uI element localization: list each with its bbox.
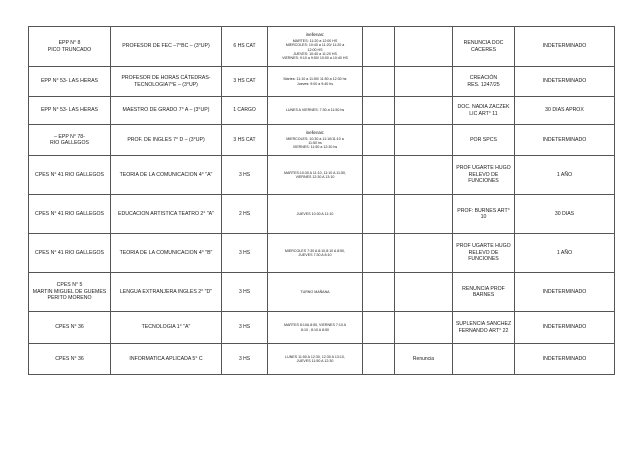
hours-cell xyxy=(222,125,268,156)
hours-cell xyxy=(222,156,268,195)
notes-line: RES. 1247/25 xyxy=(467,81,500,88)
table-row xyxy=(29,97,615,125)
schedule-cell xyxy=(268,234,363,273)
schedule-line: 12:00 HS xyxy=(307,47,323,52)
table-row xyxy=(29,125,615,156)
notes-line: BARNES xyxy=(472,292,495,298)
status-cell xyxy=(395,27,453,67)
status-cell xyxy=(395,273,453,312)
school-cell xyxy=(29,195,111,234)
school-cell xyxy=(29,67,111,97)
notes-cell xyxy=(453,312,515,344)
schedule-cell xyxy=(268,67,363,97)
hours-cell xyxy=(222,67,268,97)
school-line: CPES N° 41 RIO GALLEGOS xyxy=(35,249,104,256)
term-text: INDETERMINADO xyxy=(542,288,587,295)
extra-cell xyxy=(363,27,395,67)
status-cell xyxy=(395,234,453,273)
notes-line: SUPLENCIA SANCHEZ xyxy=(455,321,512,327)
school-line: EPP N° 53- LAS HERAS xyxy=(40,78,99,85)
term-text: INDETERMINADO xyxy=(542,324,587,331)
hours-text: 3 HS xyxy=(238,249,251,256)
term-cell xyxy=(515,312,615,344)
notes-line: RELEVO DE FUNCIONES xyxy=(468,249,499,263)
school-line: CPES N° 41 RIO GALLEGOS xyxy=(35,171,104,178)
role-line: TECNOLOGIA 1° "A" xyxy=(141,324,191,331)
role-line: TECNOLOGIA7°E – (3°UP) xyxy=(134,81,198,88)
hours-cell xyxy=(222,312,268,344)
school-cell xyxy=(29,97,111,125)
schedule-cell xyxy=(268,344,363,375)
schedule-line: 11:50 hs xyxy=(308,141,322,145)
schedule-line: JUEVES 7:30 A 8:10 xyxy=(298,253,332,257)
status-cell xyxy=(395,67,453,97)
status-cell xyxy=(395,156,453,195)
school-cell xyxy=(29,234,111,273)
hours-text: 3 HS CAT xyxy=(233,78,256,85)
schedule-line: LUNES A VIERNES: 7:30 a 11:50 hs xyxy=(285,108,345,113)
notes-line: RENUNCIA DOC xyxy=(463,40,504,46)
extra-cell xyxy=(363,273,395,312)
role-line: PROF. DE INGLES 7° D – (3°UP) xyxy=(127,136,205,143)
hours-text: 3 HS xyxy=(238,324,251,331)
hours-cell xyxy=(222,27,268,67)
term-text: 30 DIAS xyxy=(554,210,575,217)
schedule-line: Jueves: 9:00 a 9:40 hs xyxy=(296,81,334,86)
term-text: 30 DIAS APROX xyxy=(545,107,584,114)
notes-line: PROF UGARTE HUGO xyxy=(456,165,511,172)
hours-text: 1 CARGO xyxy=(233,107,256,114)
extra-cell xyxy=(363,67,395,97)
notes-line: RENUNCIA PROF xyxy=(462,285,505,292)
status-cell xyxy=(395,195,453,234)
table-row xyxy=(29,312,615,344)
hours-cell xyxy=(222,195,268,234)
role-cell xyxy=(111,234,222,273)
notes-cell xyxy=(453,273,515,312)
schedule-line: MARTES:10:30 A 11:10, 11:10 A 11:50, xyxy=(283,170,347,175)
school-line: CPES N° 36 xyxy=(55,324,84,331)
schedule-line: Martes: 11:10 a 11:50/ 11:50 a 12:30 hs xyxy=(283,77,347,82)
hours-text: 2 HS xyxy=(238,210,251,217)
schedule-line: MARTES 8:10A 8:50, VIERNES 7:10 A xyxy=(283,323,347,328)
school-line: – EPP N° 78- xyxy=(54,133,85,140)
role-line: INFORMATICA APLICADA 5° C xyxy=(129,355,203,362)
notes-line: FERNANDO ART° 22 xyxy=(458,327,509,334)
notes-line: LIC ART° 11 xyxy=(469,110,498,117)
school-line: PICO TRUNCADO xyxy=(47,46,92,53)
schedule-cell xyxy=(268,156,363,195)
extra-cell xyxy=(363,234,395,273)
status-cell xyxy=(395,312,453,344)
extra-cell xyxy=(363,125,395,156)
extra-cell xyxy=(363,156,395,195)
role-cell xyxy=(111,125,222,156)
notes-line: PROF: BURNES ART° 10 xyxy=(457,207,510,220)
term-cell xyxy=(515,156,615,195)
notes-line: DOC. NADIA ZACZEK xyxy=(457,104,510,110)
hours-text: 3 HS xyxy=(238,355,251,362)
term-text: INDETERMINADO xyxy=(542,78,587,85)
notes-line: CREACIÓN xyxy=(469,75,498,81)
schedule-line: VIERNES 12:30 A 13:10 xyxy=(295,175,335,179)
school-cell xyxy=(29,273,111,312)
role-line: PROFESOR DE HORAS CÁTEDRAS- xyxy=(121,75,211,81)
role-line: TEORIA DE LA COMUNICACION 4° "B" xyxy=(119,249,213,256)
table-row xyxy=(29,67,615,97)
role-cell xyxy=(111,312,222,344)
table-row xyxy=(29,27,615,67)
notes-cell xyxy=(453,234,515,273)
schedule-cell xyxy=(268,97,363,125)
school-line: EPP N° 53- LAS HERAS xyxy=(40,107,99,114)
schedule-cell xyxy=(268,312,363,344)
schedule-line: LUNES 11:50 A 12:30, 12:30 A 13:10, xyxy=(285,354,345,359)
term-cell xyxy=(515,97,615,125)
schedule-cell xyxy=(268,273,363,312)
notes-line: RELEVO DE FUNCIONES xyxy=(468,171,499,185)
notes-cell xyxy=(453,27,515,67)
school-line: CPES N° 5 xyxy=(56,282,83,289)
school-line: MARTIN MIGUEL DE GUEMES xyxy=(32,288,107,295)
school-line: CPES N° 36 xyxy=(55,355,84,362)
term-cell xyxy=(515,27,615,67)
notes-line: POR SPCS xyxy=(470,136,497,143)
hours-cell xyxy=(222,344,268,375)
notes-cell xyxy=(453,344,515,375)
role-line: EDUCACION ARTISTICA TEATRO 2° "A" xyxy=(118,210,214,217)
schedule-line: MARTES: 11:20 a 12:00 HS xyxy=(292,38,338,43)
schedule-line: TURNO MAÑANA xyxy=(300,289,330,294)
term-text: INDETERMINADO xyxy=(542,43,587,50)
schedule-line: VIERNES: 9:10 a 9:50/ 10:00 a 10:40 HS xyxy=(282,56,348,61)
role-cell xyxy=(111,273,222,312)
term-text: 1 AÑO xyxy=(556,249,573,256)
notes-cell xyxy=(453,125,515,156)
hours-text: 3 HS xyxy=(238,171,251,178)
term-text: INDETERMINADO xyxy=(542,355,587,362)
schedule-cell xyxy=(268,27,363,67)
schedule-line: MIERCOLES 7:30 A 8:10,8:10 A 8:50, xyxy=(284,248,346,253)
role-line: TEORIA DE LA COMUNICACION 4° "A" xyxy=(119,171,213,178)
notes-cell xyxy=(453,195,515,234)
status-cell xyxy=(395,125,453,156)
school-line: RIO GALLEGOS xyxy=(50,140,89,146)
schedule-cell xyxy=(268,125,363,156)
notes-cell xyxy=(453,97,515,125)
role-cell xyxy=(111,195,222,234)
role-cell xyxy=(111,27,222,67)
table-body xyxy=(29,27,615,375)
term-cell xyxy=(515,234,615,273)
notes-line: PROF UGARTE HUGO xyxy=(456,243,511,250)
table-row xyxy=(29,195,615,234)
extra-cell xyxy=(363,97,395,125)
school-line: EPP N° 8 xyxy=(58,40,81,46)
term-cell xyxy=(515,67,615,97)
term-cell xyxy=(515,273,615,312)
schedule-cell xyxy=(268,195,363,234)
schedule-line: JUEVES 10:30 A 11:10 xyxy=(296,211,334,216)
term-cell xyxy=(515,125,615,156)
term-cell xyxy=(515,344,615,375)
notes-cell xyxy=(453,156,515,195)
term-text: 1 AÑO xyxy=(556,171,573,178)
schedule-line: MIERCOLES: 10:40 a 11:20/ 11:20 a xyxy=(285,43,345,48)
schedule-line: VIERNES: 11:50 a 12:30 hs xyxy=(292,145,338,150)
school-line: CPES N° 41 RIO GALLEGOS xyxy=(35,210,104,217)
vacancies-table xyxy=(28,26,615,375)
table-row xyxy=(29,234,615,273)
notes-cell xyxy=(453,67,515,97)
schedule-line: JUEVES: 10:40 a 11:20 HS xyxy=(293,51,337,56)
school-line: PERITO MORENO xyxy=(47,295,92,302)
table-row xyxy=(29,273,615,312)
schedule-line: JUEVES 11:50 A 12:30 xyxy=(296,359,334,363)
role-line: LENGUA EXTRANJERA INGLES 2° "D" xyxy=(119,288,213,295)
hours-text: 3 HS xyxy=(238,288,251,295)
extra-cell xyxy=(363,195,395,234)
notes-line: CACERES xyxy=(470,46,497,53)
role-cell xyxy=(111,156,222,195)
schedule-heading: inellenas: xyxy=(305,130,325,136)
schedule-heading: inellenas: xyxy=(305,32,325,38)
table-row xyxy=(29,344,615,375)
role-cell xyxy=(111,67,222,97)
school-cell xyxy=(29,125,111,156)
table-row xyxy=(29,156,615,195)
role-cell xyxy=(111,344,222,375)
role-cell xyxy=(111,97,222,125)
hours-cell xyxy=(222,234,268,273)
schedule-line: MIERCOLES: 10:30 a 11:10/11:10 a xyxy=(286,136,344,141)
status-cell xyxy=(395,344,453,375)
status-text: Renuncia xyxy=(412,355,435,362)
school-cell xyxy=(29,312,111,344)
term-cell xyxy=(515,195,615,234)
hours-cell xyxy=(222,97,268,125)
school-cell xyxy=(29,344,111,375)
hours-cell xyxy=(222,273,268,312)
schedule-line: 8:10 , 8:10 A 8:50 xyxy=(301,327,329,332)
hours-text: 6 HS CAT xyxy=(233,43,256,50)
school-cell xyxy=(29,156,111,195)
role-line: MAESTRO DE GRADO 7° A – (3°UP) xyxy=(122,107,210,114)
status-cell xyxy=(395,97,453,125)
school-cell xyxy=(29,27,111,67)
hours-text: 3 HS CAT xyxy=(233,136,256,143)
term-text: INDETERMINADO xyxy=(542,136,587,143)
role-line: PROFESOR DE FEC –7°BC – (3°UP) xyxy=(122,43,210,50)
extra-cell xyxy=(363,312,395,344)
extra-cell xyxy=(363,344,395,375)
